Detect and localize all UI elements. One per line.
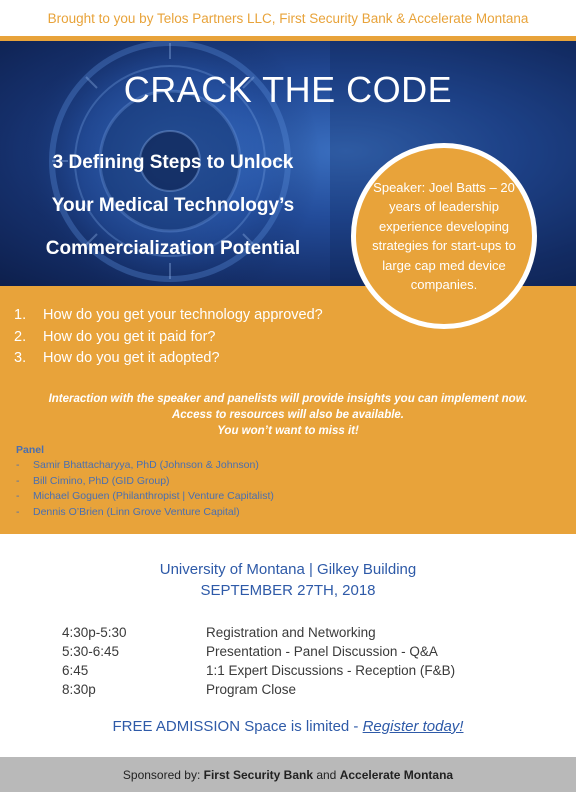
panel-member: Samir Bhattacharyya, PhD (Johnson & Johnson) (33, 459, 259, 471)
register-link[interactable]: Register today! (362, 718, 464, 735)
speaker-badge (351, 143, 537, 329)
sponsor-footer (0, 757, 576, 792)
footer-prefix: Sponsored by: (122, 767, 204, 782)
panel-member: Bill Cimino, PhD (GID Group) (33, 474, 170, 487)
schedule-table (62, 623, 455, 699)
panel-title: Panel (16, 444, 45, 456)
footer-sponsor-2: Accelerate Montana (339, 767, 454, 782)
footer-sponsor-1: First Security Bank (203, 767, 313, 782)
question-text: How do you get it paid for? (43, 328, 216, 345)
schedule-time: 6:45 (62, 663, 89, 678)
question-list (14, 305, 323, 370)
list-item: - Michael Goguen (Philanthropist | Venture Capitalist) (16, 489, 274, 505)
table-row (62, 642, 455, 661)
subtitle-line: Your Medical Technology’s (51, 195, 295, 216)
list-item (14, 305, 323, 327)
sponsor-banner-text: Brought to you by Telos Partners LLC, First Security Bank & Accelerate Montana (47, 10, 529, 26)
question-text: How do you get it adopted? (43, 350, 220, 366)
event-title: CRACK THE CODE (123, 69, 453, 110)
subtitle-line: 3 Defining Steps to Unlock (52, 152, 294, 173)
question-number: 2. (14, 328, 27, 345)
table-row (62, 661, 455, 680)
sponsor-banner (0, 0, 576, 36)
schedule-activity: Presentation - Panel Discussion - Q&A (206, 644, 438, 659)
list-item: - Dennis O’Brien (Linn Grove Venture Capital) (16, 505, 274, 521)
admission-text: FREE ADMISSION Space is limited - (112, 718, 363, 735)
list-item (14, 348, 323, 370)
panel-section (16, 443, 274, 520)
admission-line (0, 718, 576, 735)
schedule-activity: Program Close (206, 682, 297, 697)
speaker-text: Speaker: Joel Batts – 20 years of leadership experience developing strategies for start-ups to large cap med device companies. (372, 179, 516, 292)
interaction-note (0, 391, 576, 439)
schedule-time: 5:30-6:45 (62, 644, 120, 659)
interaction-line: Interaction with the speaker and panelists will provide insights you can implement now. (48, 393, 528, 405)
table-row (62, 680, 455, 699)
table-row (62, 623, 455, 642)
list-item: - Samir Bhattacharyya, PhD (Johnson & Johnson) (16, 458, 274, 474)
event-date: SEPTEMBER 27TH, 2018 (200, 582, 376, 599)
event-subtitle (18, 141, 328, 270)
question-number: 1. (14, 307, 27, 323)
question-text: How do you get your technology approved? (43, 307, 323, 323)
panel-member: Dennis O’Brien (Linn Grove Venture Capital) (33, 505, 240, 518)
list-item (14, 327, 323, 349)
subtitle-line: Commercialization Potential (45, 238, 301, 259)
event-venue: University of Montana | Gilkey Building (159, 561, 417, 578)
interaction-line: Access to resources will also be available. (171, 409, 405, 421)
panel-member: Michael Goguen (Philanthropist | Venture Capitalist) (33, 490, 274, 502)
schedule-time: 4:30p-5:30 (62, 625, 127, 640)
schedule-activity: 1:1 Expert Discussions - Reception (F&B) (206, 663, 456, 678)
list-item: - Bill Cimino, PhD (GID Group) (16, 474, 274, 490)
schedule-time: 8:30p (62, 682, 96, 697)
footer-conjunction: and (313, 767, 340, 782)
question-number: 3. (14, 350, 27, 366)
schedule-activity: Registration and Networking (206, 625, 376, 640)
interaction-line: You won’t want to miss it! (217, 425, 359, 437)
panel-list (16, 458, 274, 520)
